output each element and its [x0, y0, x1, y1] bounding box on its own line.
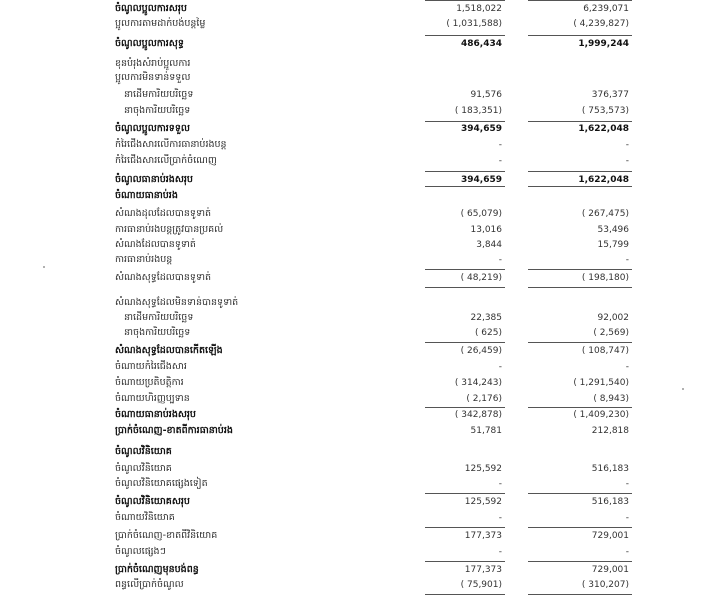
row-label: ចំណូលវិនិយោគ	[115, 446, 172, 457]
total-rule	[425, 287, 505, 288]
statement-row	[0, 326, 724, 342]
statement-row	[0, 2, 724, 18]
statement-row	[0, 104, 724, 120]
value-col-1: -	[498, 513, 502, 523]
value-col-1: ( 625)	[474, 328, 502, 338]
statement-row	[0, 408, 724, 424]
value-col-2: ( 267,475)	[581, 209, 629, 219]
value-col-2: 729,001	[591, 565, 629, 575]
statement-row	[0, 445, 724, 461]
row-label: ចំណូលវិនិយោគផ្សេងទៀត	[115, 478, 208, 489]
row-label: សំណងដុលដែលបានទូទាត់	[115, 208, 212, 219]
value-col-2: ( 8,943)	[593, 394, 629, 404]
value-col-1: ( 26,459)	[460, 346, 502, 356]
value-col-2: 212,818	[591, 426, 629, 436]
value-col-2: -	[625, 479, 629, 489]
statement-row	[0, 154, 724, 170]
subtotal-rule	[528, 561, 632, 562]
row-label: ចំណាយធានាប់រងសរុប	[115, 409, 196, 420]
statement-row	[0, 88, 724, 104]
value-col-2: 1,622,048	[578, 124, 629, 134]
value-col-2: ( 108,747)	[581, 346, 629, 356]
value-col-1: 177,373	[464, 531, 502, 541]
statement-row	[0, 311, 724, 327]
row-label: នាចុងការិយបរិច្ឆេទ	[124, 327, 191, 338]
row-label: កំរៃជើងសារលើប្រាក់ចំណេញ	[115, 155, 217, 166]
value-col-2: -	[625, 140, 629, 150]
row-label: ចំណាយកំរៃជើងសារ	[115, 361, 187, 372]
subtotal-rule	[425, 269, 505, 270]
subtotal-rule	[528, 594, 632, 595]
row-label: ចំណាយវិនិយោគ	[115, 512, 175, 523]
value-col-1: ( 2,176)	[466, 394, 502, 404]
row-label: ការធានាប់រងបន្ត	[115, 254, 173, 265]
value-col-2: 376,377	[591, 90, 629, 100]
statement-row	[0, 424, 724, 440]
row-label: ចំណូលប្អូលការសុទ្ធ	[115, 38, 184, 49]
statement-row	[0, 392, 724, 408]
value-col-1: 1,518,022	[456, 4, 502, 14]
value-col-1: ( 1,031,588)	[446, 19, 502, 29]
row-label: សំណងសុទ្ធដែលបានកើតឡើង	[115, 345, 223, 356]
value-col-1: -	[498, 479, 502, 489]
value-col-2: -	[625, 547, 629, 557]
value-col-1: 125,592	[464, 497, 502, 507]
subtotal-rule	[425, 342, 505, 343]
statement-row	[0, 477, 724, 493]
value-col-1: ( 65,079)	[460, 209, 502, 219]
subtotal-rule	[425, 561, 505, 562]
row-label: ប្រាក់ចំណេញ-ខាតពីការធានាប់រង	[115, 425, 233, 436]
row-label: ពន្ធលើប្រាក់ចំណូល	[115, 579, 184, 590]
row-label: ប្រាក់ចំណេញមុនបង់ពន្ធ	[115, 564, 199, 575]
value-col-2: -	[625, 362, 629, 372]
value-col-1: -	[498, 140, 502, 150]
row-label: នាដើមការិយបរិច្ឆេទ	[124, 312, 194, 323]
value-col-2: 15,799	[597, 240, 629, 250]
scan-speck	[682, 388, 684, 390]
statement-row	[0, 189, 724, 205]
value-col-2: 516,183	[591, 464, 629, 474]
row-label: កំរៃជើងសារលើការធានាប់រងបន្ត	[115, 139, 227, 150]
value-col-1: -	[498, 255, 502, 265]
value-col-1: ( 314,243)	[454, 378, 502, 388]
value-col-1: 177,373	[464, 565, 502, 575]
value-col-1: 394,659	[461, 124, 502, 134]
statement-row	[0, 271, 724, 287]
row-label: សំណងដែលបានទូទាត់	[115, 239, 196, 250]
subtotal-rule	[528, 35, 632, 36]
value-col-2: -	[625, 156, 629, 166]
statement-row	[0, 344, 724, 360]
subtotal-rule	[425, 594, 505, 595]
statement-row	[0, 511, 724, 527]
value-col-1: ( 342,878)	[454, 410, 502, 420]
statement-row	[0, 207, 724, 223]
row-label: ចំណាយប្រតិបត្តិការ	[115, 377, 184, 388]
value-col-2: 53,496	[597, 225, 629, 235]
total-rule	[528, 287, 632, 288]
statement-row	[0, 563, 724, 579]
statement-row	[0, 17, 724, 33]
row-label: ការធានាប់រងបន្តត្រូវបានប្រគល់	[115, 224, 224, 235]
value-col-2: ( 1,409,230)	[573, 410, 629, 420]
value-col-2: ( 198,180)	[581, 273, 629, 283]
statement-row	[0, 238, 724, 254]
column-rule	[528, 0, 632, 1]
row-label: ចំណូលធានាប់រងសរុប	[115, 174, 193, 185]
value-col-2: ( 310,207)	[581, 580, 629, 590]
statement-row	[0, 122, 724, 138]
total-rule	[528, 186, 632, 187]
row-label: ចំណាយហិរញ្ញប្បទាន	[115, 393, 190, 404]
value-col-1: 91,576	[470, 90, 502, 100]
value-col-2: ( 1,291,540)	[573, 378, 629, 388]
scan-speck	[43, 266, 45, 268]
row-label: ប្រាក់ចំណេញ-ខាតពីវិនិយោគ	[115, 530, 218, 541]
row-label: ចំណាយធានាប់រង	[115, 190, 178, 201]
value-col-1: ( 183,351)	[454, 106, 502, 116]
row-label: ចំណូលផ្សេងៗ	[115, 546, 166, 557]
statement-row	[0, 37, 724, 53]
row-label: នាដើមការិយបរិច្ឆេទ	[124, 89, 194, 100]
value-col-1: 13,016	[470, 225, 502, 235]
statement-row	[0, 545, 724, 561]
subtotal-rule	[528, 171, 632, 172]
value-col-1: 22,385	[470, 313, 502, 323]
value-col-2: 1,999,244	[578, 39, 629, 49]
value-col-2: 1,622,048	[578, 175, 629, 185]
statement-row	[0, 223, 724, 239]
subtotal-rule	[528, 269, 632, 270]
row-label: ចំណូលវិនិយោគសរុប	[115, 496, 190, 507]
value-col-2: -	[625, 255, 629, 265]
value-col-1: -	[498, 156, 502, 166]
value-col-1: 486,434	[461, 39, 502, 49]
column-rule	[425, 0, 505, 1]
statement-row	[0, 138, 724, 154]
row-label: ចំណូលប្អូលការទទួល	[115, 123, 190, 134]
statement-row	[0, 296, 724, 312]
statement-row	[0, 495, 724, 511]
value-col-2: 729,001	[591, 531, 629, 541]
value-col-2: ( 2,569)	[593, 328, 629, 338]
statement-row	[0, 529, 724, 545]
row-label: នាចុងការិយបរិច្ឆេទ	[124, 105, 191, 116]
value-col-2: 6,239,071	[583, 4, 629, 14]
row-label: សំណងសុទ្ធដែលបានទូទាត់	[115, 272, 212, 283]
subtotal-rule	[528, 493, 632, 494]
row-label: ប្អូលការមិនទាន់ទទួល	[115, 72, 191, 83]
subtotal-rule	[425, 493, 505, 494]
row-label: ខុនបំរុងសំរាប់ប្អូលការ	[115, 58, 191, 69]
subtotal-rule	[425, 35, 505, 36]
value-col-1: -	[498, 547, 502, 557]
total-rule	[425, 186, 505, 187]
value-col-1: ( 75,901)	[460, 580, 502, 590]
value-col-1: 3,844	[476, 240, 502, 250]
value-col-2: ( 4,239,827)	[573, 19, 629, 29]
subtotal-rule	[425, 171, 505, 172]
value-col-1: -	[498, 362, 502, 372]
row-label: សំណងសុទ្ធដែលមិនទាន់បានទូទាត់	[115, 297, 239, 308]
subtotal-rule	[425, 527, 505, 528]
value-col-1: 394,659	[461, 175, 502, 185]
value-col-1: 125,592	[464, 464, 502, 474]
statement-row	[0, 253, 724, 269]
row-label: ប្អូលការតាមដាក់បង់បន្តម្លៃ	[115, 18, 206, 29]
statement-row	[0, 360, 724, 376]
subtotal-rule	[528, 527, 632, 528]
value-col-2: ( 753,573)	[581, 106, 629, 116]
value-col-2: -	[625, 513, 629, 523]
value-col-1: 51,781	[470, 426, 502, 436]
subtotal-rule	[528, 342, 632, 343]
value-col-1: ( 48,219)	[460, 273, 502, 283]
row-label: ចំណូលប្អូលការសរុប	[115, 3, 187, 14]
statement-row	[0, 376, 724, 392]
value-col-2: 516,183	[591, 497, 629, 507]
statement-row	[0, 71, 724, 87]
row-label: ចំណូលវិនិយោគ	[115, 463, 172, 474]
statement-row	[0, 462, 724, 478]
value-col-2: 92,002	[597, 313, 629, 323]
statement-row	[0, 578, 724, 594]
